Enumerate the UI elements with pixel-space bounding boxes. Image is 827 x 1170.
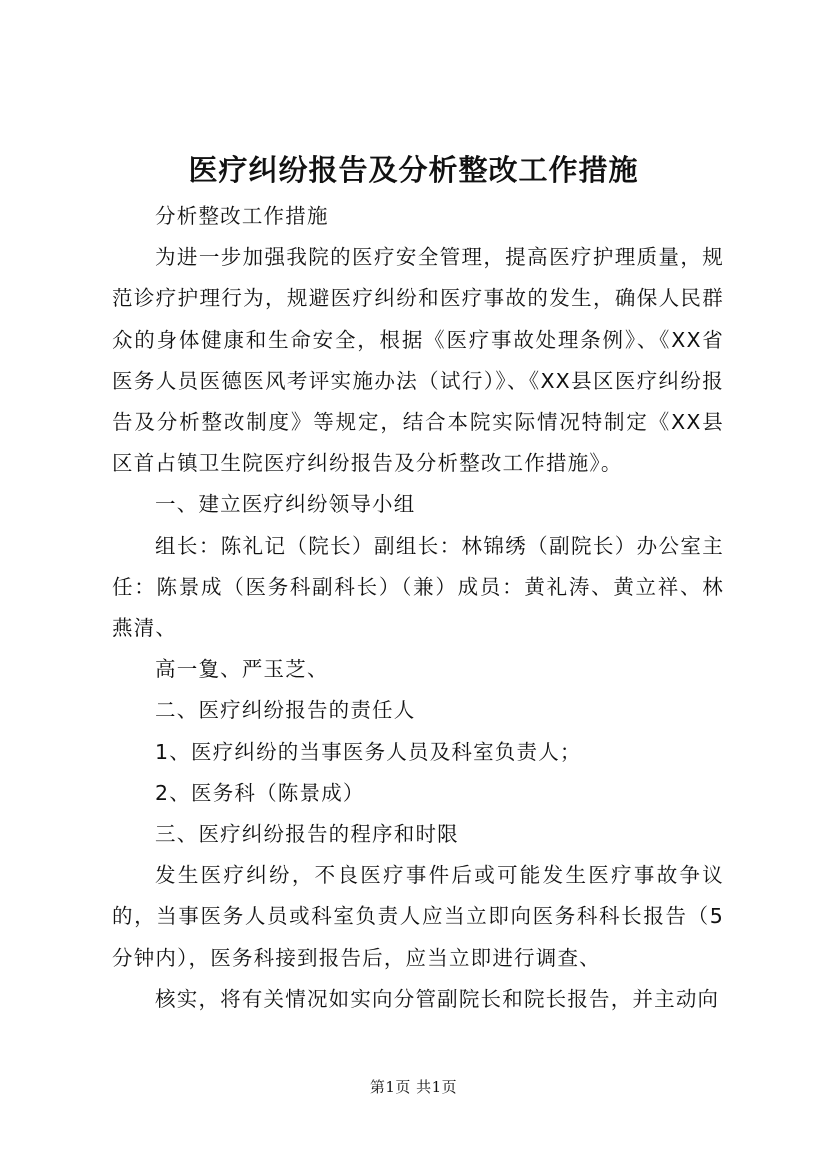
section-heading-1: 一、建立医疗纠纷领导小组 [155, 492, 416, 517]
list-item-1: 1、医疗纠纷的当事医务人员及科室负责人； [155, 739, 582, 764]
paragraph-procedure: 发生医疗纠纷，不良医疗事件后或可能发生医疗事故争议的，当事医务人员或科室负责人应当立即向医务科科长报告（5分钟内），医务科接到报告后，应当立即进行调查、 [112, 863, 724, 970]
paragraph-procedure-cont: 核实，将有关情况如实向分管副院长和院长报告，并主动向 [155, 986, 720, 1011]
list-item-2: 2、医务科（陈景成） [155, 780, 365, 805]
paragraph-subtitle: 分析整改工作措施 [155, 204, 329, 228]
page-footer: 第1页 共1页 [369, 1078, 458, 1096]
document-body [112, 196, 724, 1020]
paragraph-group-members: 组长：陈礼记（院长）副组长：林锦绣（副院长）办公室主任：陈景成（医务科副科长）（兼）成员：黄礼涛、黄立祥、林燕清、 [112, 533, 724, 641]
document-title: 医疗纠纷报告及分析整改工作措施 [188, 153, 639, 187]
paragraph-intro: 为进一步加强我院的医疗安全管理，提高医疗护理质量，规范诊疗护理行为，规避医疗纠纷和医疗事故的发生，确保人民群众的身体健康和生命安全，根据《医疗事故处理条例》、《XX省医务人员医德医风考评实施办法（试行）》、《XX县区医疗纠纷报告及分析整改制度》等规定，结合本院实际情况特制定《XX县区首占镇卫生院医疗纠纷报告及分析整改工作措施》。 [112, 245, 724, 476]
paragraph-members-cont: 高一夐、严玉芝、 [155, 657, 329, 682]
section-heading-3: 三、医疗纠纷报告的程序和时限 [155, 822, 459, 847]
section-heading-2: 二、医疗纠纷报告的责任人 [155, 698, 416, 723]
